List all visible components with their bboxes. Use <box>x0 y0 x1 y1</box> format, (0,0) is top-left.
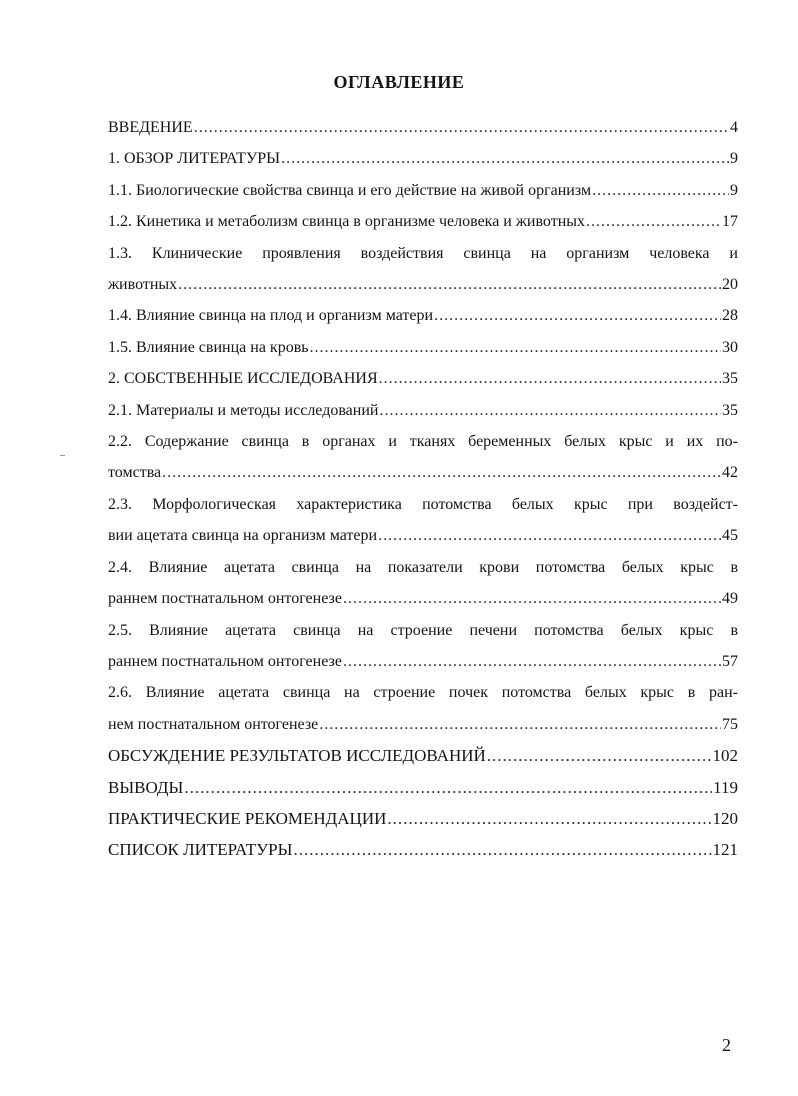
toc-entry-text: 1.2. Кинетика и метаболизм свинца в организме человека и животных <box>108 213 586 231</box>
toc-entry-page: 9 <box>730 181 738 199</box>
toc-entry-page: 17 <box>722 213 738 231</box>
toc-entry-page: 49 <box>722 590 738 608</box>
dot-leader <box>310 332 721 363</box>
dot-leader <box>162 457 721 488</box>
dot-leader <box>281 143 729 174</box>
toc-entry-text: 1.5. Влияние свинца на кровь <box>108 338 309 356</box>
toc-entry-text-last: раннем постнатальном онтогенезе <box>108 590 342 608</box>
toc-entry-1-5 <box>108 332 738 363</box>
toc-entry-1 <box>108 143 738 174</box>
dot-leader <box>184 772 712 803</box>
toc-entry-text: 2.1. Материалы и методы исследований <box>108 401 379 419</box>
toc-entry-page: 35 <box>722 401 738 419</box>
toc-entry-page: 28 <box>722 307 738 325</box>
page-number: 2 <box>722 1035 731 1055</box>
toc-entry-text-first: 2.2. Содержание свинца в органах и тканях беременных белых крыс и их по- <box>108 433 738 451</box>
toc-entry-2-6 <box>108 677 738 740</box>
toc-entry-text-last: животных <box>108 276 178 294</box>
toc-entry-text: ОБСУЖДЕНИЕ РЕЗУЛЬТАТОВ ИССЛЕДОВАНИЙ <box>108 746 486 766</box>
dot-leader <box>178 269 721 300</box>
toc-entry-1-2 <box>108 206 738 237</box>
toc-entry-1-1 <box>108 175 738 206</box>
toc-entry-page: 120 <box>712 808 738 828</box>
toc-entry-page: 75 <box>722 715 738 733</box>
toc-entry-text: СПИСОК ЛИТЕРАТУРЫ <box>108 840 293 860</box>
toc-entry-page: 57 <box>722 652 738 670</box>
dot-leader <box>586 206 721 237</box>
dot-leader <box>379 395 721 426</box>
dot-leader <box>343 646 721 677</box>
toc-entry-page: 20 <box>722 276 738 294</box>
toc-entry-text-last: раннем постнатальном онтогенезе <box>108 652 342 670</box>
toc-entry-text-first: 2.4. Влияние ацетата свинца на показатели крови потомства белых крыс в <box>108 558 738 576</box>
toc-entry-page: 30 <box>722 338 738 356</box>
toc-entry-text-first: 2.5. Влияние ацетата свинца на строение печени потомства белых крыс в <box>108 621 738 639</box>
toc-entry-text-last: томства <box>108 464 162 482</box>
toc-entry-2-1 <box>108 395 738 426</box>
toc-entry-text-first: 1.3. Клинические проявления воздействия свинца на организм человека и <box>108 244 738 262</box>
toc-entry-page: 42 <box>722 464 738 482</box>
toc-title: ОГЛАВЛЕНИЕ <box>333 72 465 92</box>
toc-entry-2-2 <box>108 426 738 489</box>
dot-leader <box>592 175 729 206</box>
toc-entry-text-last: нем постнатальном онтогенезе <box>108 715 319 733</box>
toc-entry-2-4 <box>108 552 738 615</box>
dot-leader <box>319 709 721 740</box>
dot-leader <box>487 740 712 771</box>
toc-entry-recommendations <box>108 803 738 834</box>
toc-entry-page: 4 <box>730 119 738 136</box>
dot-leader <box>434 300 721 331</box>
toc-entry-page: 119 <box>713 777 738 797</box>
toc-entry-text: 1.4. Влияние свинца на плод и организм матери <box>108 307 434 325</box>
toc-entry-page: 45 <box>722 527 738 545</box>
toc-entry-text-last: вии ацетата свинца на организм матери <box>108 527 378 545</box>
toc-entry-text-first: 2.3. Морфологическая характеристика потомства белых крыс при воздейст- <box>108 495 738 513</box>
toc-entry-1-4 <box>108 300 738 331</box>
toc-entry-text: ВЫВОДЫ <box>108 777 184 797</box>
toc-entry-discussion <box>108 740 738 771</box>
toc-entry-2 <box>108 363 738 394</box>
toc-entry-2-3 <box>108 489 738 552</box>
dot-leader <box>194 112 729 143</box>
toc-entry-text: 1. ОБЗОР ЛИТЕРАТУРЫ <box>108 150 281 168</box>
toc-entry-2-5 <box>108 615 738 678</box>
toc-entry-text: 1.1. Биологические свойства свинца и его действие на живой организм <box>108 181 592 199</box>
toc-entry-page: 35 <box>722 370 738 388</box>
table-of-contents <box>108 112 738 866</box>
toc-entry-page: 9 <box>730 150 738 168</box>
dot-leader <box>379 363 721 394</box>
scan-speck <box>60 455 65 456</box>
dot-leader <box>378 520 721 551</box>
toc-entry-text-first: 2.6. Влияние ацетата свинца на строение почек потомства белых крыс в ран- <box>108 684 738 702</box>
toc-entry-page: 102 <box>712 746 738 766</box>
toc-entry-references <box>108 834 738 865</box>
toc-entry-text: 2. СОБСТВЕННЫЕ ИССЛЕДОВАНИЯ <box>108 370 378 388</box>
dot-leader <box>343 583 721 614</box>
dot-leader <box>387 803 711 834</box>
toc-entry-conclusions <box>108 772 738 803</box>
toc-entry-text: ПРАКТИЧЕСКИЕ РЕКОМЕНДАЦИИ <box>108 808 387 828</box>
dot-leader <box>293 834 711 865</box>
toc-entry-introduction <box>108 112 738 143</box>
toc-entry-text: ВВЕДЕНИЕ <box>108 119 193 136</box>
toc-entry-1-3 <box>108 238 738 301</box>
toc-entry-page: 121 <box>712 840 738 860</box>
